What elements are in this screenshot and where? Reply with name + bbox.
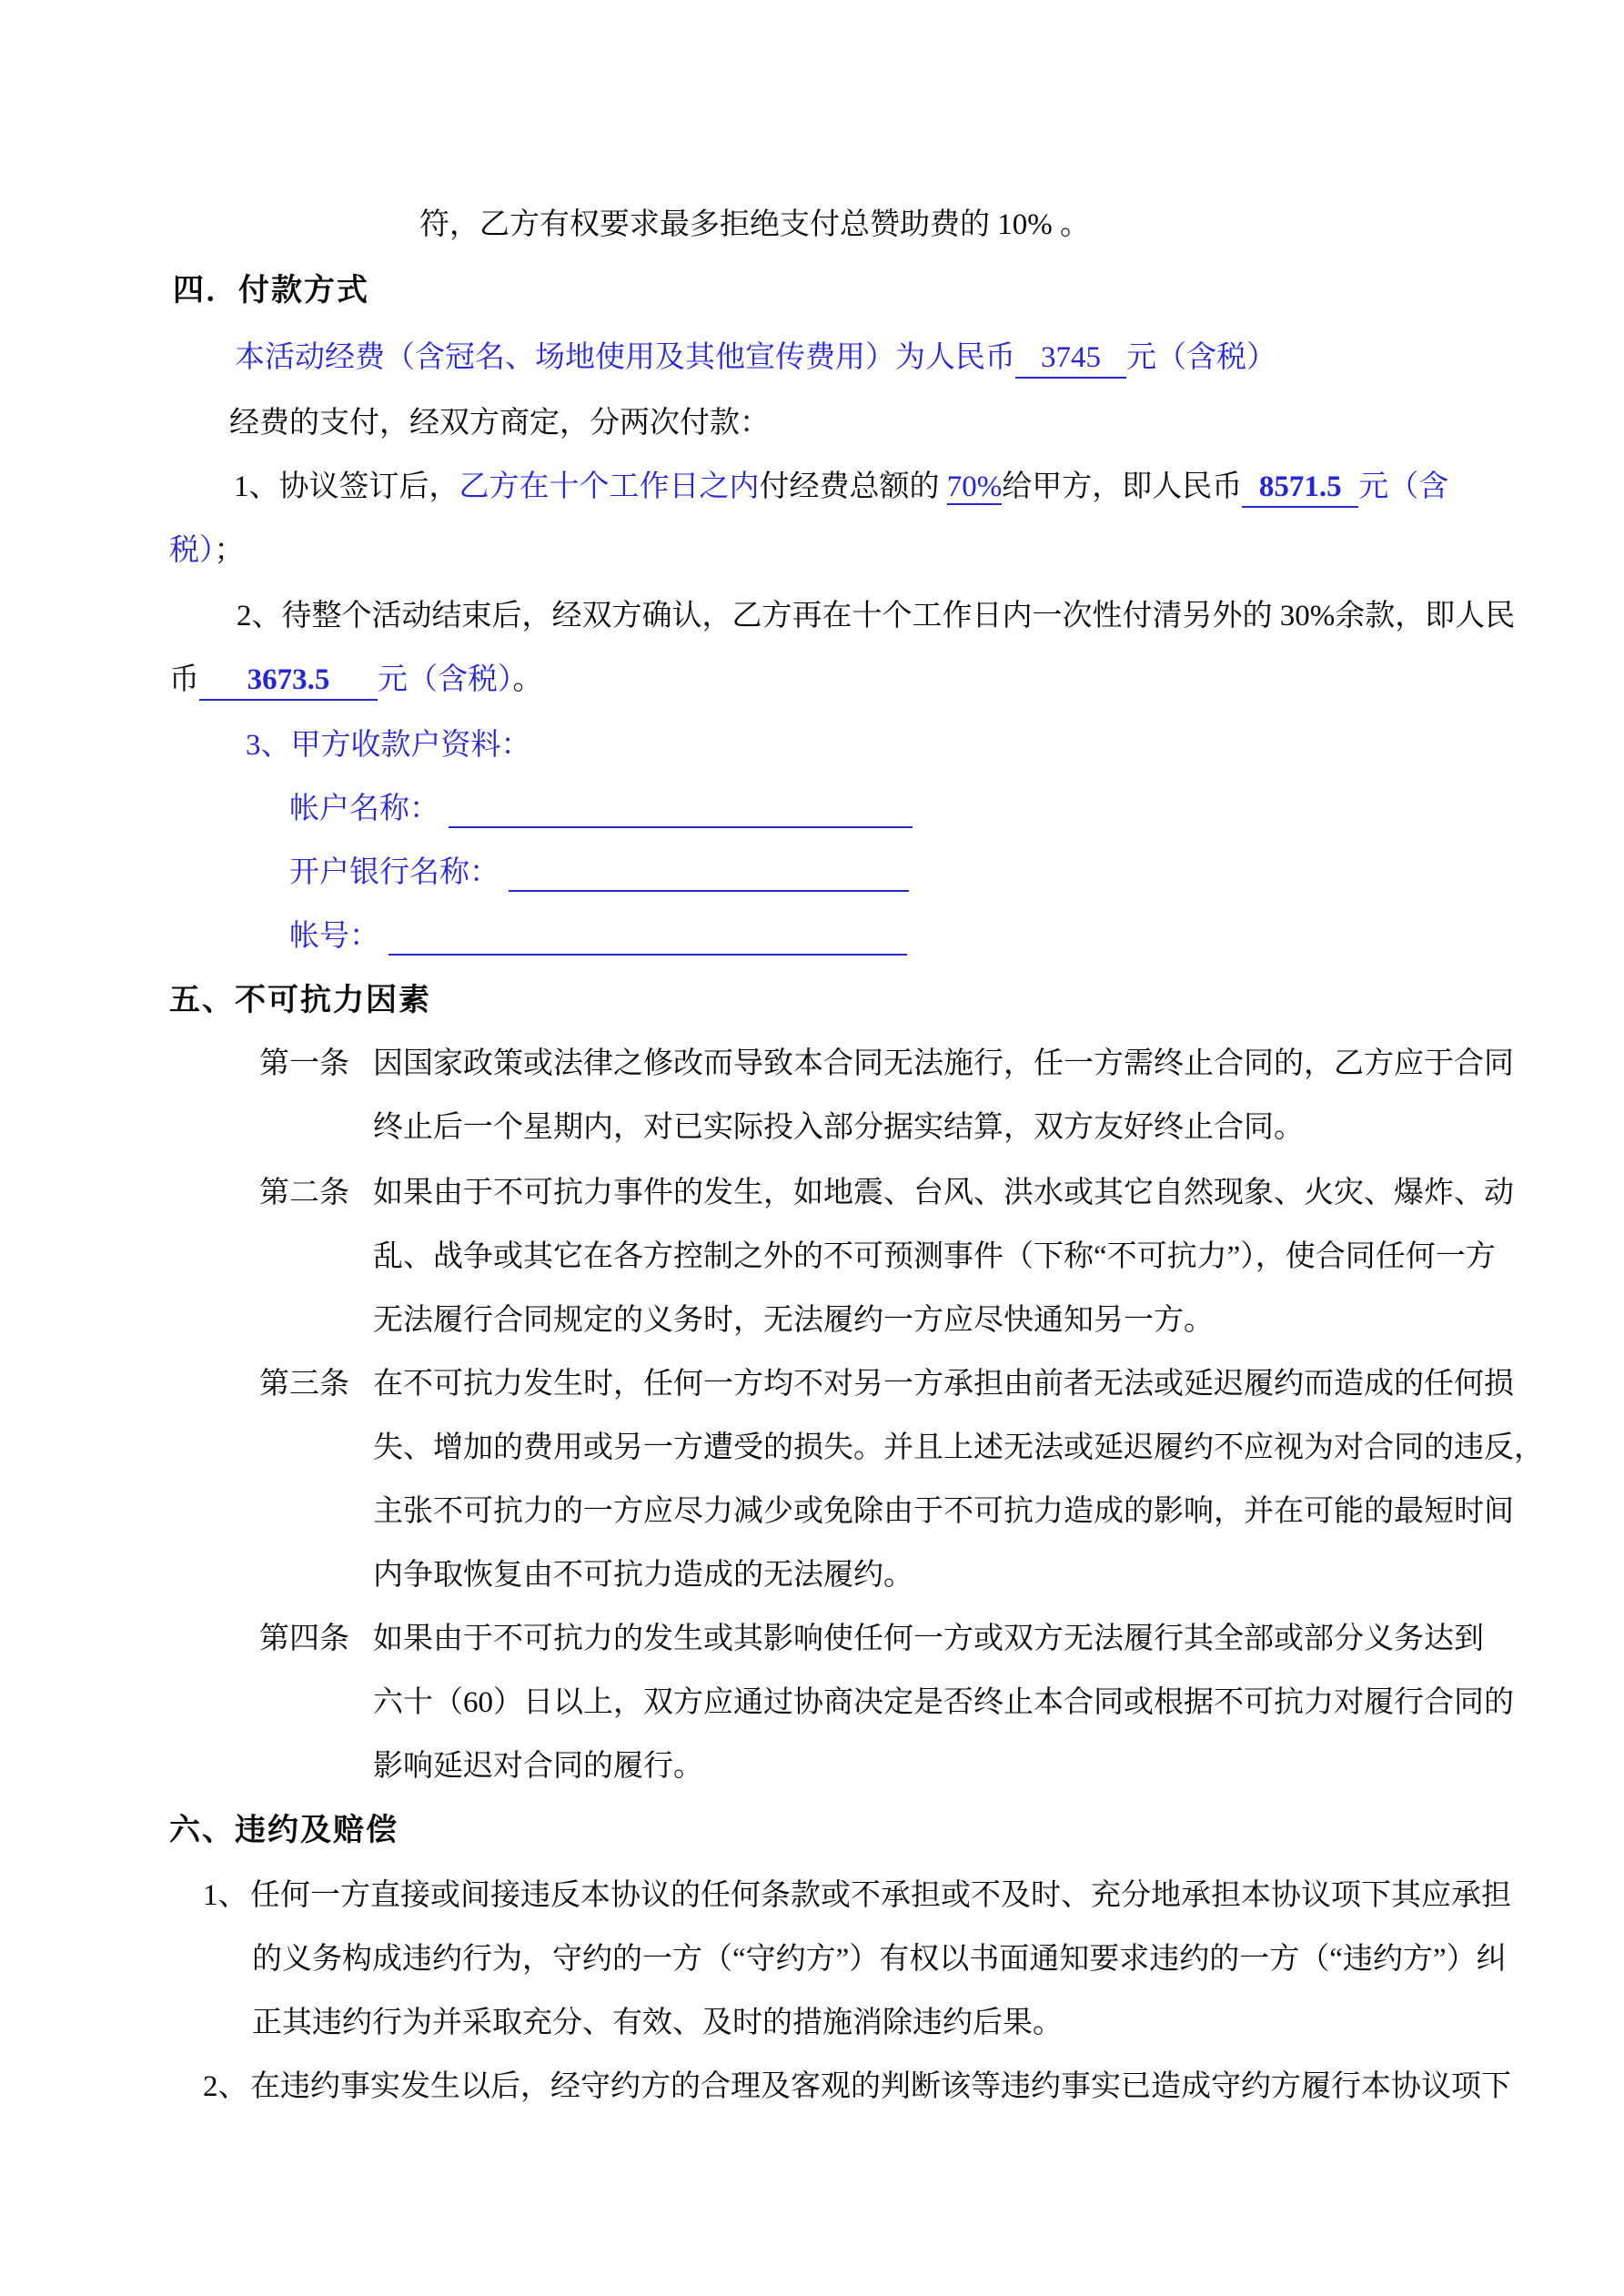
clause4-line3: 影响延迟对合同的履行。 — [373, 1750, 703, 1783]
clause4-label: 第四条 — [259, 1623, 349, 1655]
carryover-line: 符，乙方有权要求最多拒绝支付总赞助费的 10% 。 — [419, 208, 1090, 241]
breach-item1-text-1: 任何一方直接或间接违反本协议的任何条款或不承担或不及时、充分地承担本协议项下其应承担 — [250, 1879, 1511, 1912]
item2-cont-black-2: 。 — [512, 663, 543, 696]
clause3-text-1: 在不可抗力发生时，任何一方均不对另一方承担由前者无法或延迟履约而造成的任何损 — [373, 1368, 1514, 1401]
section5-heading: 五、不可抗力因素 — [169, 983, 431, 1017]
breach-item1-line2: 的义务构成违约行为，守约的一方（“守约方”）有权以书面通知要求违约的一方（“违约方”）纠 — [252, 1943, 1507, 1976]
item1-cont-blue: 税） — [169, 534, 215, 567]
fee-total-post: 元（含税） — [1126, 341, 1276, 374]
item2-cont-blue: 元（含税） — [378, 663, 513, 696]
payment-split-line: 经费的支付，经双方商定，分两次付款： — [229, 407, 770, 440]
fee-total-pre: 本活动经费（含冠名、场地使用及其他宣传费用）为人民币 — [235, 341, 1015, 374]
account-name-label: 帐户名称： — [289, 793, 439, 825]
item2-amount: 3673.5 — [199, 661, 378, 701]
breach-item1-num: 1、 — [203, 1879, 248, 1912]
account-no-label: 帐号： — [289, 920, 379, 953]
item1-seg-blue-1: 乙方在十个工作日之内 — [459, 470, 760, 503]
item1-seg-black-2: 付经费总额的 — [759, 470, 947, 503]
clause3-label: 第三条 — [259, 1368, 349, 1401]
breach-item1-line3: 正其违约行为并采取充分、有效、及时的措施消除违约后果。 — [252, 2007, 1063, 2039]
fee-total-amount: 3745 — [1015, 339, 1126, 379]
item1-seg-blue-2: 元（含 — [1358, 470, 1449, 503]
clause2-text-1: 如果由于不可抗力事件的发生，如地震、台风、洪水或其它自然现象、火灾、爆炸、动 — [373, 1177, 1514, 1209]
clause2-line2: 乱、战争或其它在各方控制之外的不可预测事件（下称“不可抗力”），使合同任何一方 — [373, 1240, 1496, 1273]
item1-amount: 8571.5 — [1242, 468, 1358, 508]
clause4-line1 — [259, 1620, 1484, 1658]
account-no-row — [289, 917, 907, 956]
clause4-line2: 六十（60）日以上，双方应通过协商决定是否终止本合同或根据不可抗力对履行合同的 — [373, 1686, 1514, 1719]
clause2-label: 第二条 — [259, 1177, 349, 1209]
account-name-row — [289, 790, 913, 828]
item1-percent: 70% — [946, 470, 1003, 503]
item1-seg-black-3: 给甲方，即人民币 — [1002, 470, 1243, 503]
clause1-text-1: 因国家政策或法律之修改而导致本合同无法施行，任一方需终止合同的，乙方应于合同 — [373, 1047, 1514, 1080]
clause2-line3: 无法履行合同规定的义务时，无法履约一方应尽快通知另一方。 — [373, 1304, 1214, 1337]
section4-heading: 四．付款方式 — [173, 273, 369, 308]
fee-total-line — [235, 339, 1276, 377]
item1-seg-black-1: 1、协议签订后， — [234, 470, 459, 503]
clause3-line3: 主张不可抗力的一方应尽力减少或免除由于不可抗力造成的影响，并在可能的最短时间 — [373, 1495, 1514, 1528]
item2-cont-black-1: 币 — [169, 663, 199, 696]
breach-item1-line1 — [203, 1876, 1511, 1915]
section6-heading: 六、违约及赔偿 — [169, 1813, 398, 1847]
bank-name-blank — [509, 857, 909, 892]
payment-item2-cont-line — [169, 661, 543, 699]
item1-cont-black: ； — [214, 534, 245, 567]
clause1-line2: 终止后一个星期内，对已实际投入部分据实结算，双方友好终止合同。 — [373, 1111, 1304, 1144]
clause4-text-1: 如果由于不可抗力的发生或其影响使任何一方或双方无法履行其全部或部分义务达到 — [373, 1623, 1484, 1655]
bank-name-label: 开户银行名称： — [289, 856, 499, 889]
bank-name-row — [289, 854, 909, 892]
breach-item2-num: 2、 — [203, 2070, 248, 2103]
clause2-line1 — [259, 1174, 1514, 1212]
payment-item1-line — [234, 468, 1448, 506]
payment-item2-line: 2、待整个活动结束后，经双方确认，乙方再在十个工作日内一次性付清另外的 30%余款，即人民 — [237, 600, 1516, 632]
account-no-blank — [388, 921, 907, 956]
clause1-label: 第一条 — [259, 1047, 349, 1080]
breach-item2-line1 — [203, 2068, 1511, 2106]
clause3-line1 — [259, 1365, 1514, 1403]
payment-item1-cont-line — [169, 531, 245, 570]
breach-item2-text-1: 在违约事实发生以后，经守约方的合理及客观的判断该等违约事实已造成守约方履行本协议项下 — [250, 2070, 1511, 2103]
clause3-line4: 内争取恢复由不可抗力造成的无法履约。 — [373, 1559, 913, 1592]
account-name-blank — [449, 794, 913, 828]
clause3-line2: 失、增加的费用或另一方遭受的损失。并且上述无法或延迟履约不应视为对合同的违反， — [373, 1431, 1544, 1464]
clause1-line1 — [259, 1045, 1514, 1083]
payee-info-heading: 3、甲方收款户资料： — [246, 729, 531, 762]
